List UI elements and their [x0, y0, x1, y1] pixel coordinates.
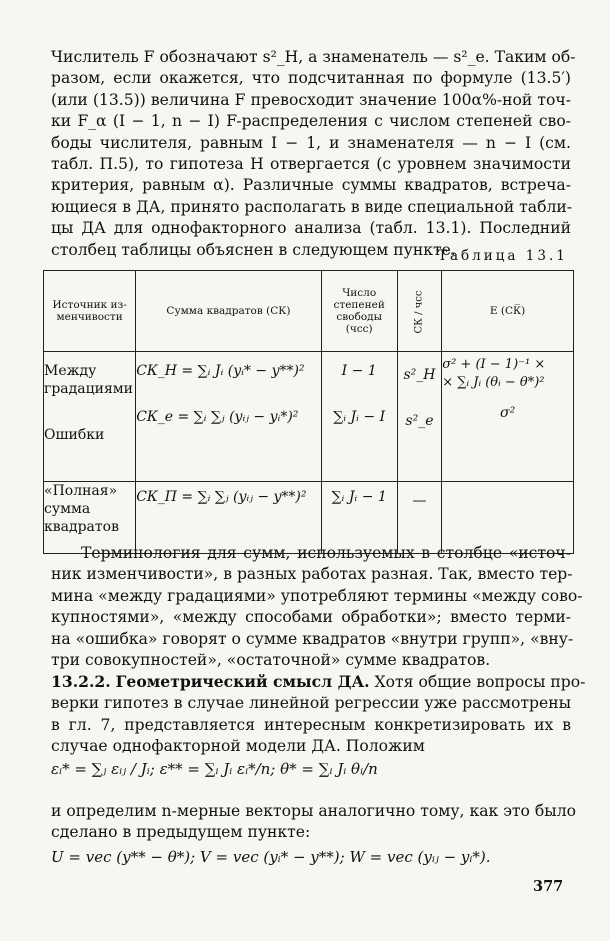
sum-total: СК_П = ∑ᵢ ∑ⱼ (yᵢⱼ − y**)²: [136, 489, 307, 505]
source-between: Между градациями: [44, 363, 133, 397]
paragraph-terminology: [51, 543, 583, 671]
ms-errors: s²_e: [405, 413, 434, 429]
cell-ms: [397, 352, 442, 482]
cell-sums: [136, 352, 321, 482]
header-ms-label: СК / чсс: [413, 290, 425, 333]
table-row-main: [44, 352, 574, 482]
section-paragraph: [51, 671, 586, 758]
text-line: разом, если окажется, что подсчитанная по формуле (13.5′): [51, 69, 571, 88]
text-line: мина «между градациями» употребляют термины «между сово-: [51, 586, 583, 605]
paragraph-intro: [51, 47, 576, 261]
text-line: цы ДА для однофакторного анализа (табл. 13.1). Последний: [51, 219, 571, 238]
text-line: купностями», «между способами обработки»; вместо терми-: [51, 608, 571, 627]
anova-table: [43, 270, 574, 554]
page-number: 377: [533, 878, 564, 895]
df-total: ∑ᵢ Jᵢ − 1: [331, 489, 387, 505]
table-caption: Таблица 13.1: [438, 248, 568, 264]
expected-errors: σ²: [500, 405, 516, 421]
text-line: ки F_α (I − 1, n − I) F-распределения с числом степеней сво-: [51, 112, 571, 131]
header-expected: E (СК̅): [442, 271, 574, 352]
text-line: ющиеся в ДА, принято располагать в виде специальной табли-: [51, 197, 573, 216]
text-line: Числитель F обозначают s²_H, а знаменатель — s²_e. Таким об-: [51, 48, 576, 66]
equation-vectors: U = vec (y** − θ*); V = vec (yᵢ* − y**); W = vec (yᵢⱼ − yᵢ*).: [51, 848, 491, 866]
expected-between-1: σ² + (I − 1)⁻¹ ×: [442, 357, 546, 372]
text-line: случае однофакторной модели ДА. Положим: [51, 737, 425, 756]
df-between: I − 1: [341, 363, 377, 379]
cell-df: [321, 352, 397, 482]
expected-between-2: × ∑ᵢ Jᵢ (θᵢ − θ*)²: [442, 375, 545, 390]
text-line: (или (13.5)) величина F превосходит значение 100α%-ной точ-: [51, 90, 571, 109]
text-line: в гл. 7, представляется интересным конкретизировать их в: [51, 715, 571, 734]
equation-means: εᵢ* = ∑ⱼ εᵢⱼ / Jᵢ; ε** = ∑ᵢ Jᵢ εᵢ*/n; θ* = ∑ᵢ Jᵢ θᵢ/n: [51, 760, 378, 778]
cell-sources: [44, 352, 136, 482]
header-sum: Сумма квадратов (СК): [136, 271, 321, 352]
text-line: на «ошибка» говорят о сумме квадратов «внутри групп», «вну-: [51, 629, 574, 648]
header-ms: [397, 271, 442, 352]
text-line: три совокупностей», «остаточной» сумме квадратов.: [51, 651, 491, 670]
paragraph-vectors: [51, 801, 576, 844]
sum-errors: СК_e = ∑ᵢ ∑ⱼ (yᵢⱼ − yᵢ*)²: [136, 409, 299, 425]
text-line: Терминология для сумм, используемых в столбце «источ-: [81, 544, 571, 562]
text-line: столбец таблицы объяснен в следующем пункте.: [51, 240, 456, 259]
table-header-row: [44, 271, 574, 352]
ms-between: s²_H: [403, 367, 436, 383]
text-line: верки гипотез в случае линейной регрессии уже рассмотрены: [51, 694, 571, 713]
text-line: табл. П.5), то гипотеза H отвергается (с уровнем значимости: [51, 155, 571, 174]
section-title: Геометрический смысл ДА.: [115, 672, 370, 691]
text-line: боды числителя, равным I − 1, и знаменателя — n − I (см.: [51, 133, 571, 152]
source-total: «Полная» сумма квадратов: [44, 482, 136, 554]
ms-total: —: [412, 493, 427, 509]
source-errors: Ошибки: [44, 427, 105, 443]
section-number: 13.2.2.: [51, 672, 111, 691]
df-errors: ∑ᵢ Jᵢ − I: [333, 409, 386, 425]
text-line: критерия, равным α). Различные суммы квадратов, встреча-: [51, 176, 571, 195]
section-heading-line: [51, 671, 586, 693]
header-source: Источник из-менчивости: [44, 271, 136, 352]
cell-expected: [442, 352, 574, 482]
sum-between: СК_H = ∑ᵢ Jᵢ (yᵢ* − y**)²: [136, 363, 305, 379]
text-line: ник изменчивости», в разных работах разная. Так, вместо тер-: [51, 565, 573, 584]
text-line: сделано в предыдущем пункте:: [51, 823, 311, 842]
text-line: и определим n-мерные векторы аналогично тому, как это было: [51, 802, 576, 820]
header-df: Число степеней свободы (чсс): [321, 271, 397, 352]
text-span: Хотя общие вопросы про-: [369, 673, 586, 691]
